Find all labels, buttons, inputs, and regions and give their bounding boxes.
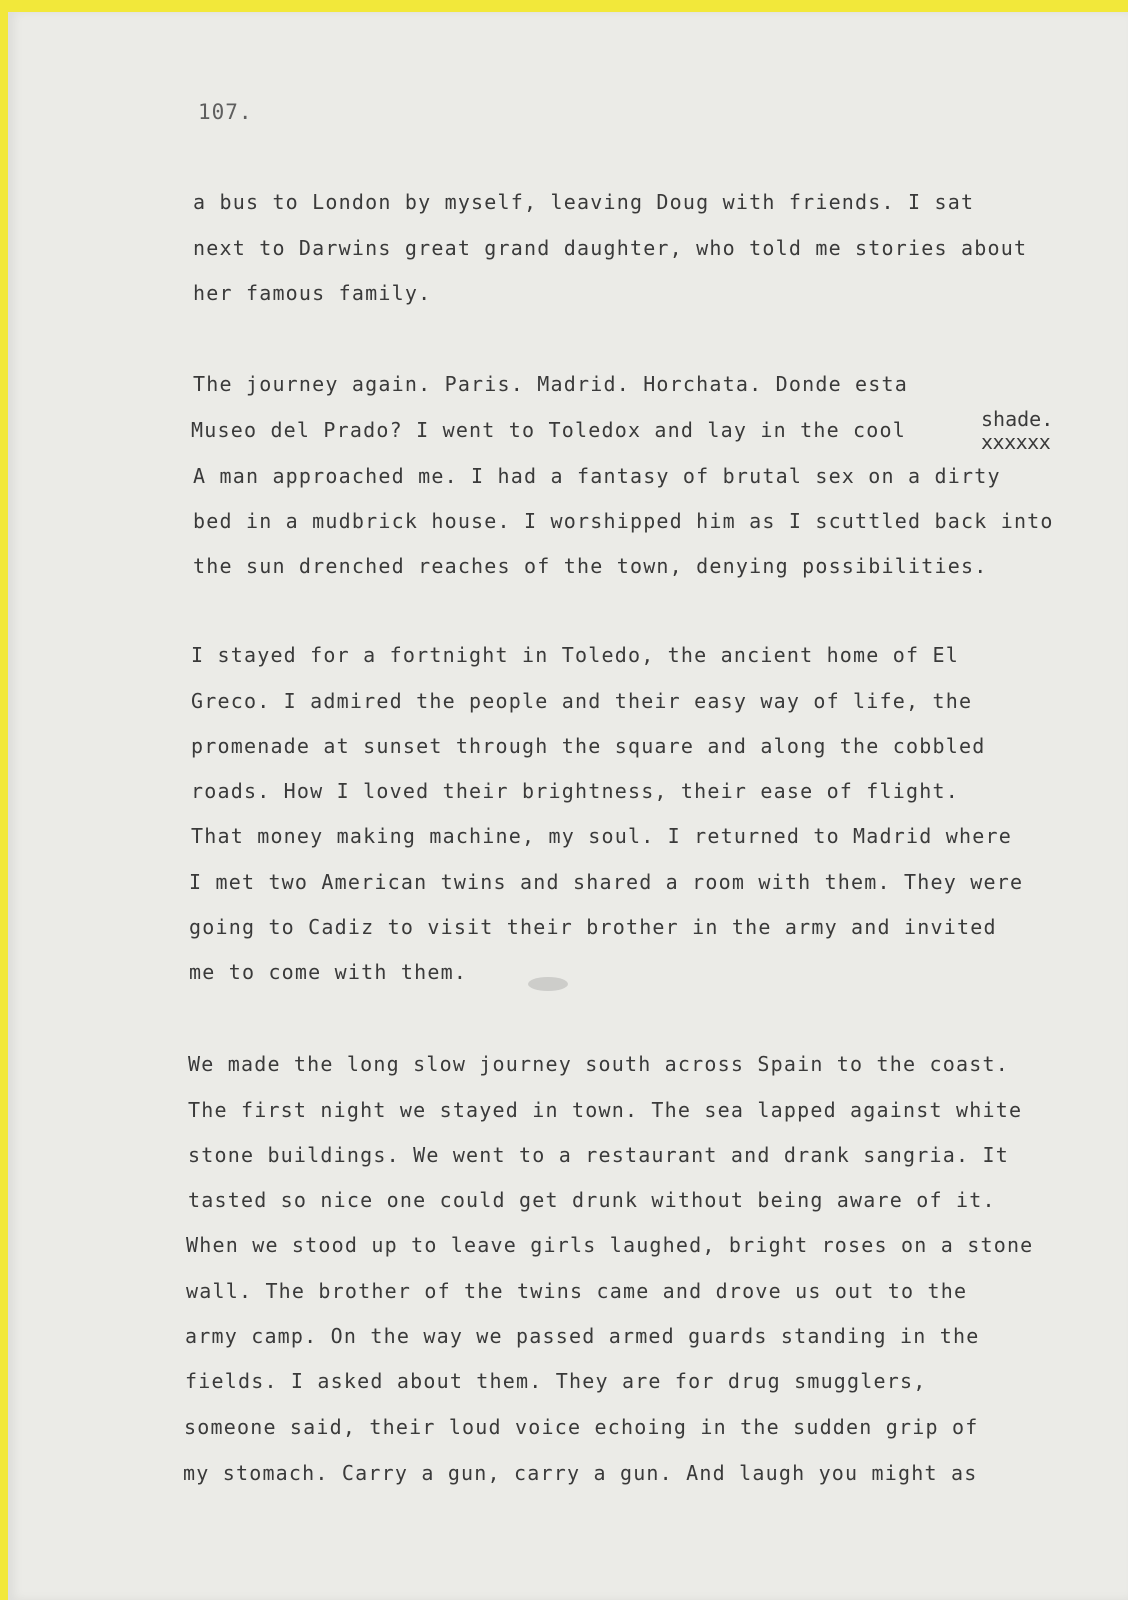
page-number: 107. [198, 100, 253, 124]
text-line: Museo del Prado? I went to Toledox and lay in the cool [191, 418, 907, 442]
text-line: fields. I asked about them. They are for drug smugglers, [185, 1369, 927, 1393]
text-line: my stomach. Carry a gun, carry a gun. And laugh you might as [183, 1461, 978, 1485]
text-line: We made the long slow journey south across Spain to the coast. [188, 1052, 1009, 1076]
text-line: That money making machine, my soul. I returned to Madrid where [191, 824, 1012, 848]
text-line: stone buildings. We went to a restaurant and drank sangria. It [188, 1143, 1009, 1167]
text-line: I met two American twins and shared a room with them. They were [189, 870, 1024, 894]
text-line: The journey again. Paris. Madrid. Horchata. Donde esta [193, 372, 909, 396]
text-line: bed in a mudbrick house. I worshipped him as I scuttled back into [193, 509, 1054, 533]
text-line: I stayed for a fortnight in Toledo, the ancient home of El [191, 643, 959, 667]
text-line: The first night we stayed in town. The sea lapped against white [188, 1098, 1023, 1122]
struck-out-word: xxxxxx [981, 430, 1051, 454]
text-line: a bus to London by myself, leaving Doug with friends. I sat [193, 190, 975, 214]
text-line: promenade at sunset through the square and along the cobbled [191, 734, 986, 758]
text-line: wall. The brother of the twins came and drove us out to the [186, 1279, 968, 1303]
text-line: me to come with them. [189, 960, 468, 984]
ink-smudge [528, 977, 568, 991]
typewritten-page [8, 12, 1128, 1600]
handtyped-insertion: shade. [981, 407, 1054, 431]
text-line: next to Darwins great grand daughter, who told me stories about [193, 236, 1028, 260]
text-line: going to Cadiz to visit their brother in the army and invited [189, 915, 997, 939]
text-line: Greco. I admired the people and their easy way of life, the [191, 689, 973, 713]
text-line: someone said, their loud voice echoing in the sudden grip of [184, 1415, 979, 1439]
text-line: roads. How I loved their brightness, their ease of flight. [191, 779, 959, 803]
text-line: her famous family. [193, 281, 432, 305]
text-line: the sun drenched reaches of the town, denying possibilities. [193, 554, 988, 578]
text-line: A man approached me. I had a fantasy of brutal sex on a dirty [193, 464, 1001, 488]
text-line: When we stood up to leave girls laughed, bright roses on a stone [186, 1233, 1034, 1257]
text-line: army camp. On the way we passed armed guards standing in the [185, 1324, 980, 1348]
text-line: tasted so nice one could get drunk without being aware of it. [188, 1188, 996, 1212]
